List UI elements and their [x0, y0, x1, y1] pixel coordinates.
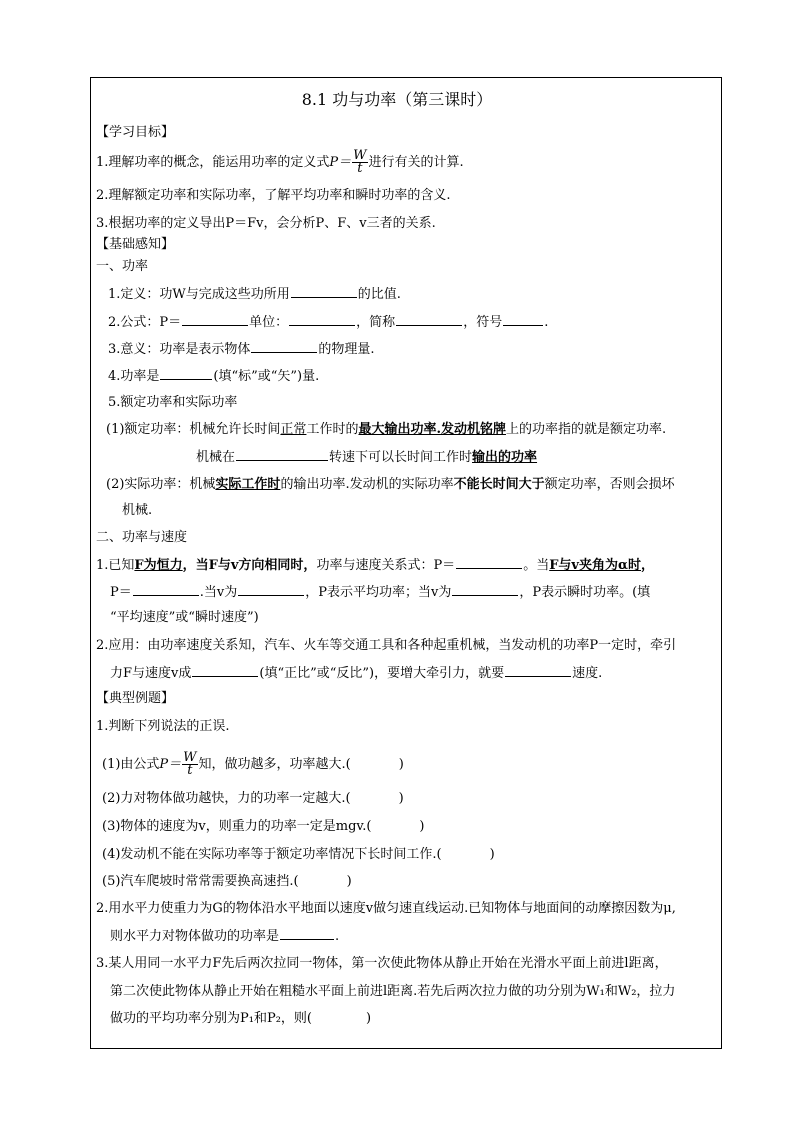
definition-text: 1.定义：功W与完成这些功所用	[108, 287, 290, 302]
scalar-line	[108, 367, 319, 386]
close-paren: )	[366, 1011, 372, 1026]
s1-text-2: 知，做功越多，功率越大.(	[198, 757, 351, 772]
formula-numerator: W	[183, 750, 197, 765]
objective-1	[96, 150, 464, 175]
formula-fraction	[352, 150, 367, 175]
rated-power-line	[106, 421, 666, 439]
example-1: 1.判断下列说法的正误.	[96, 719, 230, 734]
meaning-tail: 的物理量.	[318, 342, 375, 357]
objective-1-tail: 进行有关的计算.	[368, 155, 464, 170]
answer-blank[interactable]	[505, 664, 571, 677]
ps-bold-3: F与v夹角为α时	[549, 558, 641, 573]
answer-blank[interactable]	[396, 313, 462, 326]
meaning-line	[108, 340, 375, 359]
answer-blank[interactable]	[238, 583, 304, 596]
ps2-text-2: .当v为	[199, 585, 238, 600]
unit-label: 单位：	[249, 315, 289, 330]
application-line-1: 2.应用：由功率速度关系知，汽车、火车等交通工具和各种起重机械，当发动机的功率P一定时，牵引	[96, 638, 677, 653]
basics-header: 【基础感知】	[96, 237, 175, 252]
example-3-line-3	[110, 1010, 371, 1028]
ps-text: 1.已知	[96, 558, 135, 573]
answer-blank[interactable]	[236, 448, 328, 461]
e2-text: 则水平力对物体做功的功率是	[110, 929, 280, 944]
answer-blank[interactable]	[251, 340, 317, 353]
statement-3	[102, 818, 425, 836]
section-power: 一、功率	[96, 259, 149, 274]
rated-text-2: 工作时的	[306, 422, 359, 437]
abbr-label: ，简称	[356, 315, 396, 330]
meaning-text: 3.意义：功率是表示物体	[108, 342, 251, 357]
ps-bold-2: ，当F与v方向相同时，	[182, 558, 317, 573]
example-3-line-1: 3.某人用同一水平力F先后两次拉同一物体，第一次使此物体从静止开始在光滑水平面上前进l距离，	[96, 956, 668, 971]
formula-numerator: W	[353, 148, 367, 163]
rated2-text-2: 转速下可以长时间工作时	[329, 450, 473, 465]
close-paren: )	[489, 847, 495, 862]
close-paren: )	[419, 819, 425, 834]
answer-blank[interactable]	[133, 583, 199, 596]
ps2-text-4: ，P表示瞬时功率。(填	[519, 585, 651, 600]
answer-blank[interactable]	[456, 556, 522, 569]
objective-1-text: 1.理解功率的概念，能运用功率的定义式	[96, 155, 330, 170]
answer-blank[interactable]	[291, 285, 357, 298]
scalar-tail: (填“标”或“矢”)量.	[213, 369, 320, 384]
actual-bold: 实际工作时	[215, 477, 281, 492]
answer-blank[interactable]	[192, 664, 258, 677]
formula-text: 2.公式：P＝	[108, 315, 182, 330]
formula-denominator: t	[187, 763, 193, 778]
definition-line	[108, 285, 401, 304]
answer-blank[interactable]	[503, 313, 543, 326]
objectives-header: 【学习目标】	[96, 125, 175, 140]
ps-comma: ，	[641, 558, 655, 573]
close-paren: )	[398, 791, 404, 806]
actual-text: (2)实际功率：机械	[106, 477, 216, 492]
s5-text: (5)汽车爬坡时常常需要换高速挡.(	[102, 874, 299, 889]
close-paren: )	[346, 874, 352, 889]
power-speed-line-3: “平均速度”或“瞬时速度”)	[110, 610, 259, 625]
example-2-line-2	[110, 927, 339, 946]
app-text-2: (填“正比”或“反比”)，要增大牵引力，就要	[259, 666, 505, 681]
power-speed-line-2	[110, 583, 650, 602]
application-line-2	[110, 664, 602, 683]
answer-blank[interactable]	[452, 583, 518, 596]
definition-tail: 的比值.	[357, 287, 401, 302]
app-text: 力F与速度v成	[110, 666, 192, 681]
section-power-speed: 二、功率与速度	[96, 530, 188, 545]
s4-text: (4)发动机不能在实际功率等于额定功率情况下长时间工作.(	[102, 847, 442, 862]
answer-blank[interactable]	[280, 927, 334, 940]
power-speed-line-1	[96, 556, 654, 575]
ps-bold: F为恒力	[134, 558, 183, 573]
formula-denominator: t	[357, 161, 363, 176]
app-text-3: 速度.	[572, 666, 603, 681]
actual-text-3: 额定功率，否则会损坏	[544, 477, 675, 492]
actual-power-line	[106, 476, 675, 494]
answer-blank[interactable]	[182, 313, 248, 326]
ps2-text-3: ，P表示平均功率；当v为	[305, 585, 452, 600]
scalar-text: 4.功率是	[108, 369, 160, 384]
page-title: 8.1 功与功率（第三课时）	[301, 90, 493, 109]
actual-bold-2: 不能长时间大于	[453, 477, 545, 492]
e2-period: .	[335, 929, 340, 944]
s3-text: (3)物体的速度为v，则重力的功率一定是mgv.(	[102, 819, 372, 834]
answer-blank[interactable]	[160, 367, 212, 380]
answer-blank[interactable]	[289, 313, 355, 326]
formula-lhs: P＝	[329, 155, 352, 170]
statement-2	[102, 790, 404, 808]
rated-bold: 最大输出功率.发动机铭牌	[358, 422, 506, 437]
close-paren: )	[398, 757, 404, 772]
rated-actual-line: 5.额定功率和实际功率	[108, 395, 238, 410]
objective-2: 2.理解额定功率和实际功率，了解平均功率和瞬时功率的含义.	[96, 188, 451, 203]
e3-text: 做功的平均功率分别为P₁和P₂，则(	[110, 1011, 312, 1026]
s1-text: (1)由公式	[102, 757, 160, 772]
symbol-label: ，符号	[463, 315, 503, 330]
actual-power-line-2: 机械.	[122, 503, 153, 518]
ps-text-3: 。当	[523, 558, 550, 573]
rated-underline: 正常	[280, 422, 307, 437]
statement-4	[102, 846, 495, 864]
actual-text-2: 的输出功率.发动机的实际功率	[280, 477, 454, 492]
rated-text-3: 上的功率指的就是额定功率.	[505, 422, 667, 437]
s2-text: (2)力对物体做功越快，力的功率一定越大.(	[102, 791, 351, 806]
formula-line	[108, 313, 548, 332]
ps2-text: P＝	[110, 585, 132, 600]
statement-1	[102, 752, 404, 777]
statement-5	[102, 873, 352, 891]
example-2-line-1: 2.用水平力使重力为G的物体沿水平地面以速度v做匀速直线运动.已知物体与地面间的动摩擦因数为μ,	[96, 901, 676, 916]
period: .	[544, 315, 549, 330]
ps-text-2: 功率与速度关系式：P＝	[316, 558, 456, 573]
examples-header: 【典型例题】	[96, 691, 175, 706]
rated-text: (1)额定功率：机械允许长时间	[106, 422, 281, 437]
objective-3: 3.根据功率的定义导出P＝Fv，会分析P、F、v三者的关系.	[96, 216, 436, 231]
formula-fraction	[182, 752, 197, 777]
rated2-bold: 输出的功率	[472, 450, 538, 465]
formula-lhs: P＝	[159, 757, 182, 772]
example-3-line-2: 第二次使此物体从静止开始在粗糙水平面上前进l距离.若先后两次拉力做的功分别为W₁和W₂，拉力	[110, 984, 676, 999]
rated-power-line-2	[196, 448, 537, 467]
rated2-text: 机械在	[196, 450, 236, 465]
